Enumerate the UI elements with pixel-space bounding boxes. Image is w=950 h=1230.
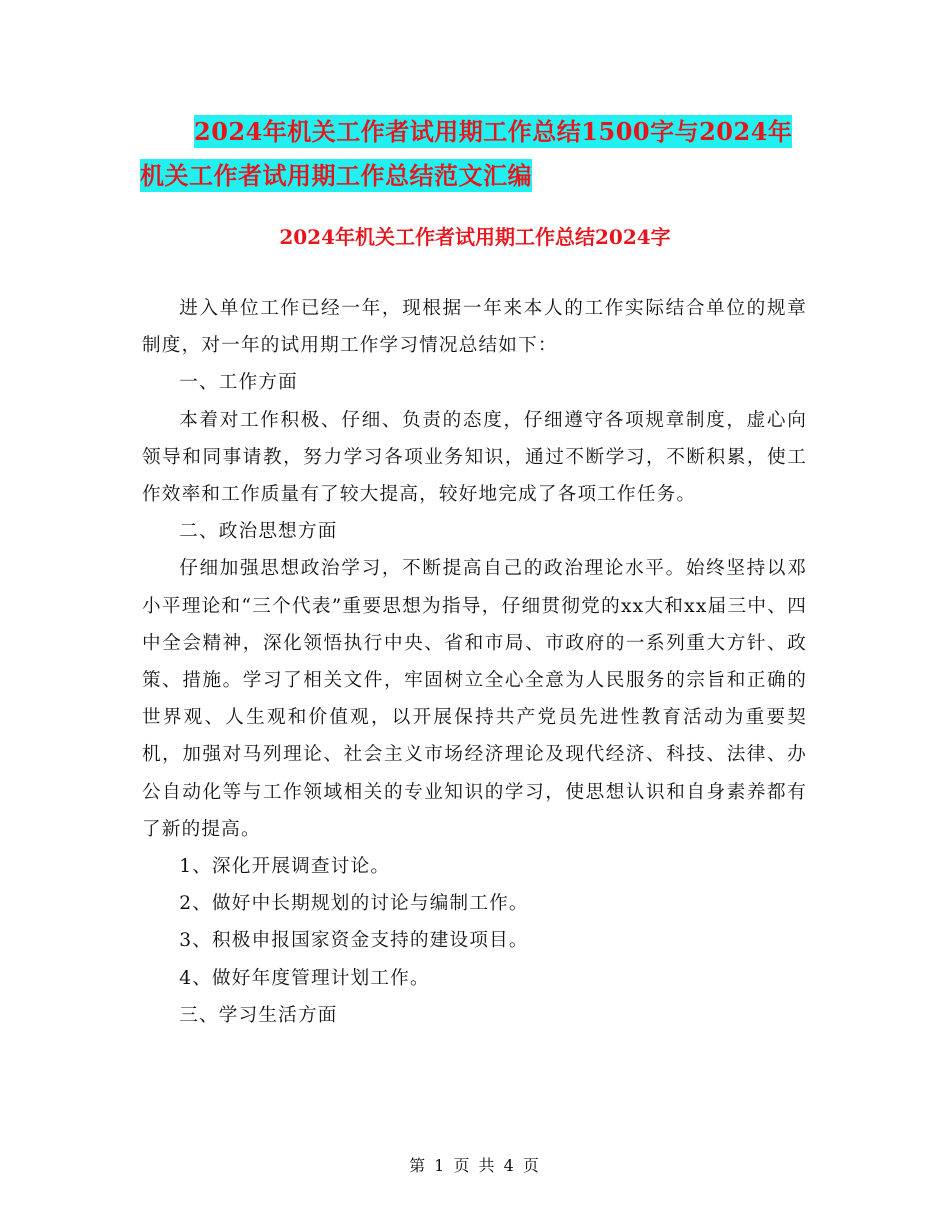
list-item: 2、做好中长期规划的讨论与编制工作。	[179, 893, 529, 915]
section-title: 2024年机关工作者试用期工作总结2024字	[279, 225, 671, 249]
document-body	[142, 290, 807, 1034]
heading-politics: 二、政治思想方面	[179, 521, 338, 543]
heading-study: 三、学习生活方面	[179, 1004, 338, 1026]
list-item: 3、积极申报国家资金支持的建设项目。	[179, 930, 529, 952]
heading-work: 一、工作方面	[179, 372, 298, 394]
page-footer: 第 1 页 共 4 页	[409, 1156, 541, 1175]
title-line-1: 2024年机关工作者试用期工作总结1500字与2024年	[194, 117, 793, 146]
paragraph-intro: 进入单位工作已经一年，现根据一年来本人的工作实际结合单位的规章制度，对一年的试用期工作学习情况总结如下：	[142, 298, 807, 357]
list-item: 1、深化开展调查讨论。	[179, 856, 391, 878]
paragraph-work: 本着对工作积极、仔细、负责的态度，仔细遵守各项规章制度，虚心向领导和同事请教，努力学习各项业务知识，通过不断学习，不断积累，使工作效率和工作质量有了较大提高，较好地完成了各项工作任务。	[142, 409, 807, 506]
document-title	[140, 110, 810, 198]
title-line-2: 机关工作者试用期工作总结范文汇编	[140, 161, 532, 190]
list-item: 4、做好年度管理计划工作。	[179, 967, 430, 989]
paragraph-politics: 仔细加强思想政治学习，不断提高自己的政治理论水平。始终坚持以邓小平理论和“三个代表”重要思想为指导，仔细贯彻党的xx大和xx届三中、四中全会精神，深化领悟执行中央、省和市局、市政府的一系列重大方针、政策、措施。学习了相关文件，牢固树立全心全意为人民服务的宗旨和正确的世界观、人生观和价值观，以开展保持共产党员先进性教育活动为重要契机，加强对马列理论、社会主义市场经济理论及现代经济、科技、法律、办公自动化等与工作领域相关的专业知识的学习，使思想认识和自身素养都有了新的提高。	[142, 558, 807, 840]
